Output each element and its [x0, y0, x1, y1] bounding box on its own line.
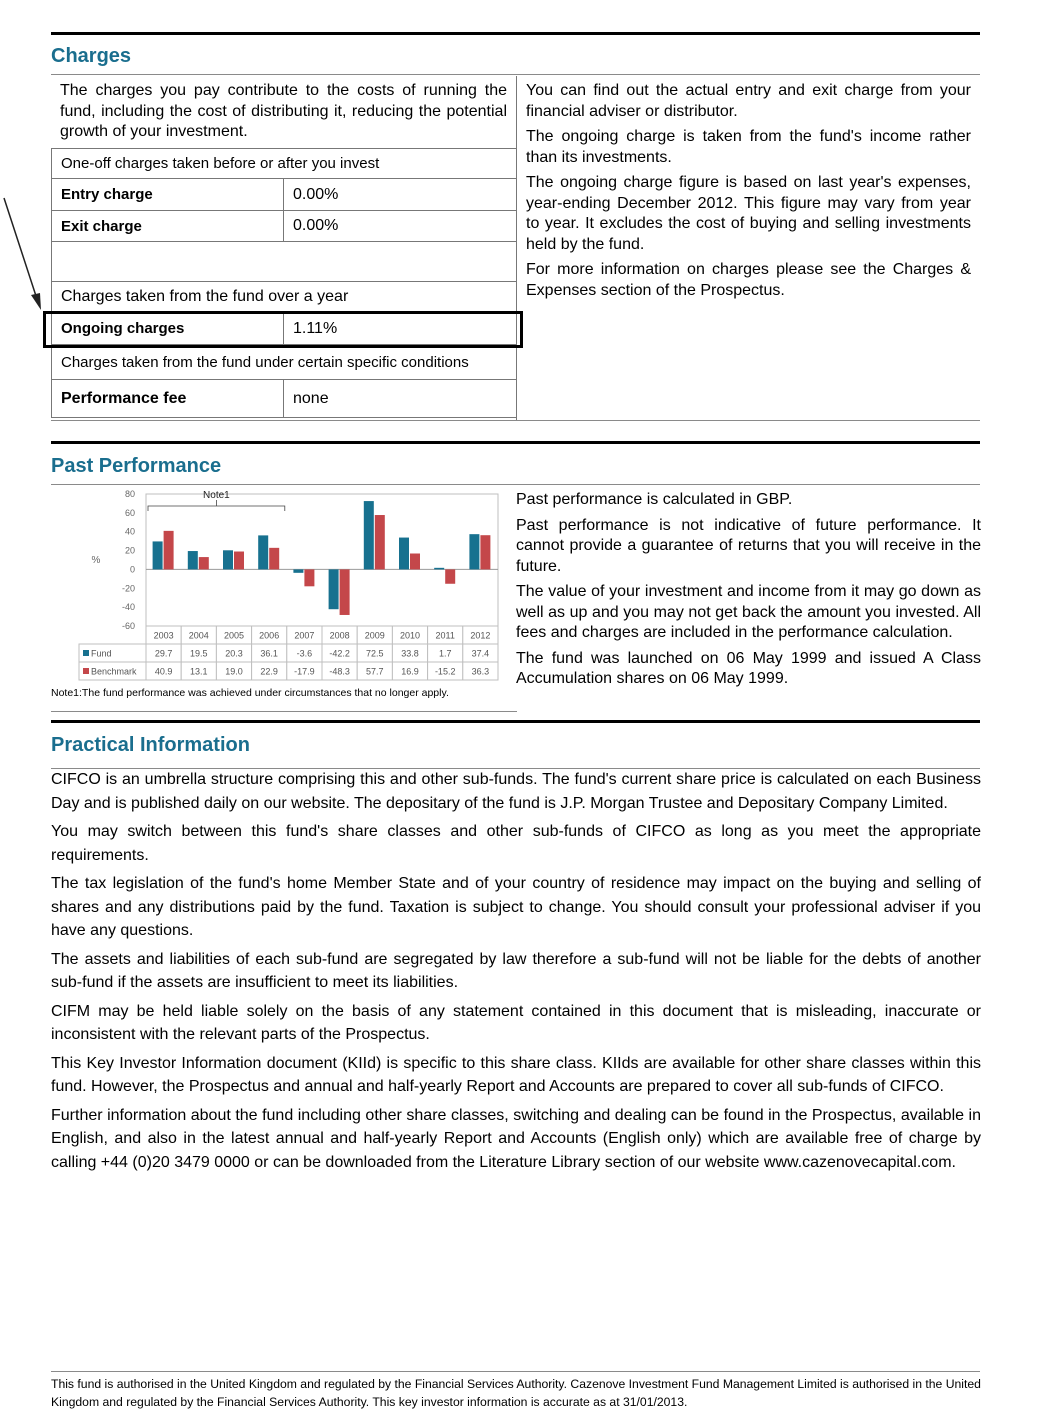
- fund-bar: [293, 569, 303, 572]
- charges-note: For more information on charges please see the Charges & Expenses section of the Prospectus.: [526, 261, 971, 299]
- y-tick-label: 60: [124, 507, 135, 518]
- past-performance-chart: [51, 486, 511, 706]
- annual-charges-header: Charges taken from the fund over a year: [52, 282, 517, 313]
- performance-note: The value of your investment and income from it may go down as well as up and you may not get back the amount you invested. All fees and charges are included in the performance calculation.: [516, 583, 981, 641]
- charges-spacer-row: [52, 242, 517, 282]
- charges-intro: The charges you pay contribute to the costs of running the fund, including the cost of distributing it, reducing the potential growth of your investment.: [60, 82, 507, 140]
- practical-paragraph: Further information about the fund including other share classes, switching and dealing can be found in the Prospectus, available in English, and also in the latest annual and half-yearly Report and Accounts (English only) which are available free of charge by calling +44 (0)20 3479 0000 or can be downloaded from the Literature Library section of our website www.cazenovecapital.com.: [51, 1106, 981, 1171]
- fund-bar: [364, 501, 374, 569]
- data-label: 40.9: [154, 666, 173, 677]
- x-tick-label: 2005: [223, 630, 245, 641]
- legend-swatch: [83, 650, 89, 656]
- benchmark-bar: [375, 515, 385, 569]
- past-performance-bottom-rule: [51, 711, 517, 712]
- data-label: -42.2: [329, 648, 350, 659]
- performance-note: Past performance is calculated in GBP.: [516, 491, 793, 508]
- x-tick-label: 2003: [153, 630, 174, 641]
- note1-annotation: Note1: [203, 490, 230, 501]
- benchmark-bar: [445, 569, 455, 583]
- practical-paragraph: CIFCO is an umbrella structure comprising this and other sub-funds. The fund's current share price is calculated on each Business Day and is published daily on our website. The depositary of the fund is J.P. Morgan Trustee and Depositary Company Limited.: [51, 771, 981, 812]
- pointer-arrow-icon: [0, 0, 60, 320]
- y-tick-label: 80: [124, 489, 135, 499]
- data-label: 36.3: [471, 666, 490, 677]
- fund-bar: [329, 569, 339, 609]
- entry-charge-value: 0.00%: [284, 179, 517, 211]
- x-tick-label: 2007: [294, 630, 315, 641]
- charges-title-rule: [51, 74, 980, 75]
- note1-bracket: [148, 506, 285, 511]
- data-label: -3.6: [296, 648, 313, 659]
- fund-bar: [434, 568, 444, 570]
- data-label: -17.9: [294, 666, 315, 677]
- benchmark-bar: [480, 535, 490, 569]
- fund-bar: [399, 538, 409, 570]
- footer-rule: [51, 1371, 980, 1372]
- oneoff-charges-header: One-off charges taken before or after you invest: [52, 149, 517, 179]
- charges-note: You can find out the actual entry and exit charge from your financial adviser or distributor.: [526, 82, 971, 120]
- data-label: 16.9: [401, 666, 419, 677]
- exit-charge-value: 0.00%: [284, 211, 517, 242]
- charges-top-rule: [51, 32, 980, 35]
- entry-charge-label: Entry charge: [52, 179, 284, 211]
- performance-fee-label: Performance fee: [52, 380, 284, 418]
- benchmark-bar: [410, 553, 420, 569]
- fund-bar: [258, 535, 268, 569]
- y-tick-label: -60: [121, 621, 135, 631]
- data-label: 33.8: [401, 648, 419, 659]
- x-tick-label: 2008: [329, 630, 350, 641]
- practical-paragraph: CIFM may be held liable solely on the basis of any statement contained in this document that is misleading, inaccurate or inconsistent with the relevant parts of the Prospectus.: [51, 1002, 981, 1043]
- benchmark-bar: [269, 548, 279, 570]
- exit-charge-label: Exit charge: [52, 211, 284, 242]
- data-label: 22.9: [260, 666, 278, 677]
- ongoing-charges-highlight-box: [43, 311, 523, 348]
- charges-bottom-rule: [51, 420, 980, 421]
- charges-table: [51, 148, 517, 418]
- x-tick-label: 2009: [364, 630, 385, 641]
- charges-note: The ongoing charge figure is based on last year's expenses, year-ending December 2012. This figure may vary from year to year. It excludes the cost of buying and selling investments held by the fund.: [526, 174, 971, 253]
- practical-paragraph: The assets and liabilities of each sub-fund are segregated by law therefore a sub-fund will not be liable for the debts of another sub-fund if the assets are insufficient to meet its liabilities.: [51, 950, 981, 991]
- y-tick-label: 0: [129, 564, 135, 575]
- y-axis-label: %: [91, 555, 101, 566]
- y-tick-label: 20: [124, 545, 135, 556]
- data-label: -15.2: [434, 666, 456, 677]
- past-performance-title: Past Performance: [51, 455, 222, 477]
- legend-label: Benchmark: [91, 666, 137, 677]
- benchmark-bar: [199, 557, 209, 569]
- past-performance-notes: [516, 490, 981, 695]
- charges-notes: [526, 81, 971, 306]
- ongoing-charges-label: Ongoing charges: [52, 313, 284, 345]
- performance-fee-value: none: [284, 380, 517, 418]
- charges-column-divider: [516, 76, 517, 421]
- footer-text: This fund is authorised in the United Kingdom and regulated by the Financial Services Authority. Cazenove Investment Fund Management Limited is authorised in the United Kingdom and regulated by the Financial Services Authority. This key investor information is accurate as at 31/01/2013.: [51, 1377, 981, 1409]
- data-label: 37.4: [471, 648, 490, 659]
- benchmark-bar: [234, 552, 244, 570]
- chart-footnote: Note1:The fund performance was achieved under circumstances that no longer apply.: [51, 687, 449, 699]
- ongoing-charges-value: 1.11%: [284, 313, 517, 345]
- past-performance-title-rule: [51, 484, 980, 485]
- data-label: 13.1: [190, 666, 208, 677]
- fund-bar: [188, 551, 198, 569]
- y-tick-label: -20: [121, 583, 135, 594]
- data-label: -48.3: [329, 666, 350, 677]
- fund-bar: [223, 550, 233, 569]
- specific-charges-header: Charges taken from the fund under certain specific conditions: [52, 345, 517, 380]
- data-label: 20.3: [225, 648, 243, 659]
- practical-top-rule: [51, 720, 980, 723]
- legend-cell: [79, 644, 146, 662]
- data-label: 72.5: [366, 648, 384, 659]
- y-tick-label: 40: [124, 526, 135, 537]
- performance-note: The fund was launched on 06 May 1999 and issued A Class Accumulation shares on 06 May 1999.: [516, 649, 981, 687]
- performance-note: Past performance is not indicative of future performance. It cannot provide a guarantee of returns that you will receive in the future.: [516, 516, 981, 575]
- benchmark-bar: [340, 569, 350, 615]
- charges-title: Charges: [51, 45, 132, 67]
- x-tick-label: 2004: [188, 630, 209, 641]
- data-label: 19.0: [225, 666, 243, 677]
- practical-paragraph: The tax legislation of the fund's home Member State and of your country of residence may impact on the buying and selling of shares and any distributions paid by the fund. Taxation is subject to change. You should consult your professional adviser if you have any questions.: [51, 875, 981, 939]
- charges-note: The ongoing charge is taken from the fund's income rather than its investments.: [526, 128, 971, 166]
- x-tick-label: 2006: [259, 630, 280, 641]
- benchmark-bar: [164, 531, 174, 570]
- practical-paragraph: This Key Investor Information document (KIId) is specific to this share class. KIIds are available for other share classes within this fund. However, the Prospectus and annual and half-yearly Report and Accounts are prepared to cover all sub-funds of CIFCO.: [51, 1054, 981, 1095]
- x-tick-label: 2010: [399, 630, 421, 641]
- y-tick-label: -40: [121, 602, 135, 613]
- fund-bar: [469, 534, 479, 569]
- data-label: 29.7: [154, 648, 173, 659]
- fund-bar: [153, 541, 163, 569]
- legend-swatch: [83, 668, 89, 674]
- practical-title: Practical Information: [51, 734, 250, 756]
- data-label: 19.5: [190, 648, 208, 659]
- data-label: 36.1: [260, 648, 278, 659]
- benchmark-bar: [304, 569, 314, 586]
- x-tick-label: 2012: [470, 630, 491, 641]
- legend-label: Fund: [91, 648, 112, 659]
- x-tick-label: 2011: [435, 630, 455, 641]
- data-label: 57.7: [366, 666, 384, 677]
- past-performance-top-rule: [51, 441, 980, 444]
- practical-paragraph: You may switch between this fund's share classes and other sub-funds of CIFCO as long as you meet the appropriate requirements.: [51, 823, 981, 864]
- data-label: 1.7: [438, 648, 452, 659]
- practical-body: [51, 768, 981, 1179]
